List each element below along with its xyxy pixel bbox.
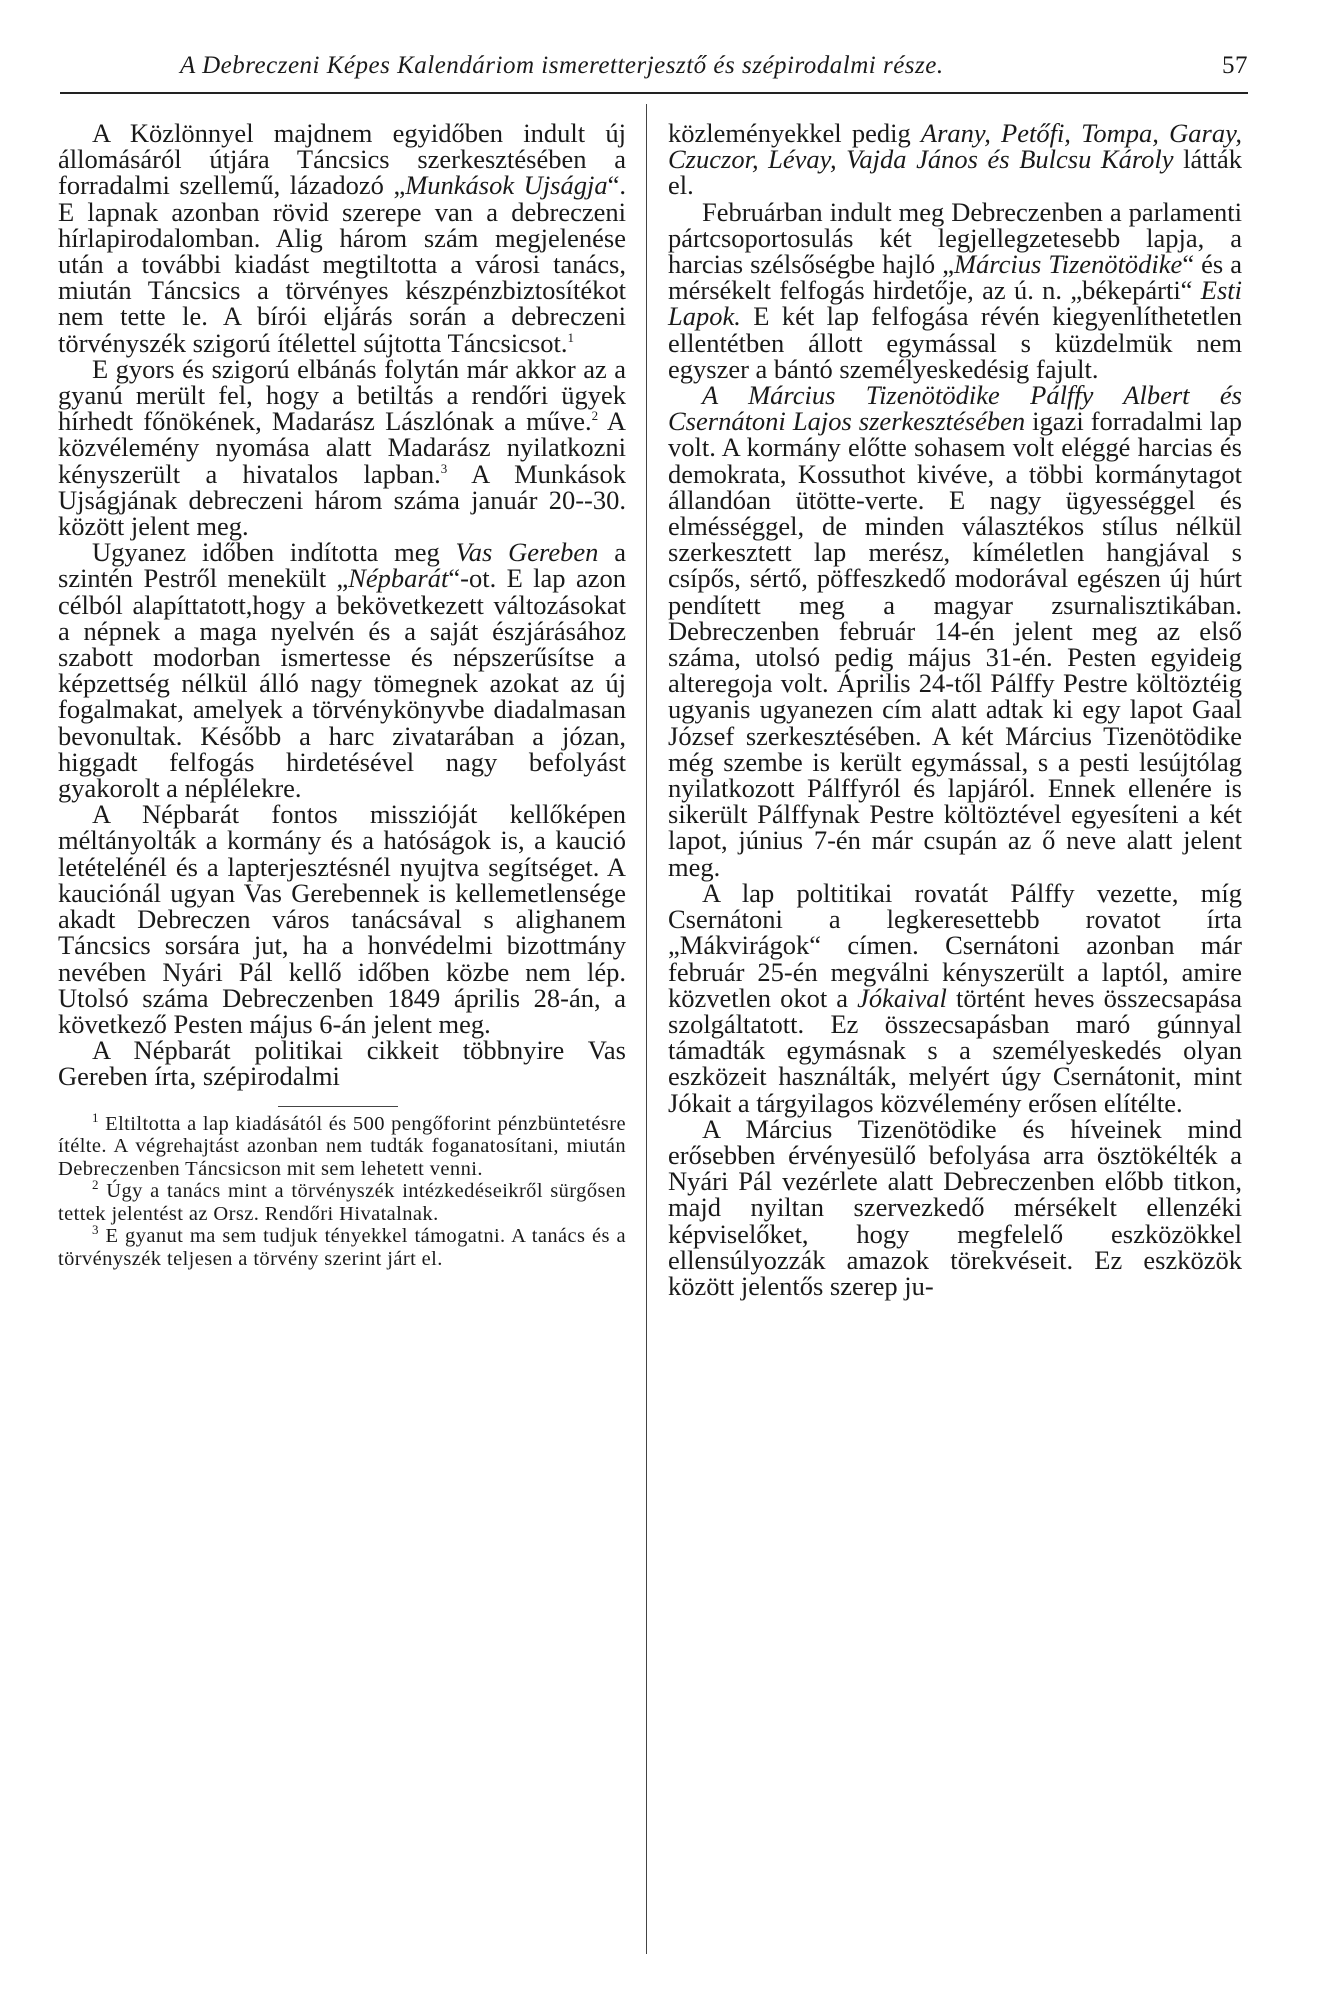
footnote-marker: 3 bbox=[440, 460, 448, 476]
footnote bbox=[58, 1109, 626, 1181]
paragraph bbox=[668, 382, 1242, 880]
left-column bbox=[58, 120, 626, 1270]
text-run: látták el. bbox=[668, 144, 1242, 201]
footnote-text: Eltiltotta a lap kiadásától és 500 pengőforint pénzbüntetésre ítélte. A végrehajtást azonban nem tudták foganatosítani, miután Debreczenben Táncsicson mit sem lehetett venni. bbox=[58, 1112, 626, 1180]
footnote-text: E gyanut ma sem tudjuk tényekkel támogatni. A tanács és a törvényszék teljesen a törvény szerint járt el. bbox=[58, 1225, 626, 1270]
text-run: A Közlönnyel majdnem egyidőben indult új állomásáról útjára Táncsics szerkesztésében a forradalmi szellemű, lázadozó „ bbox=[58, 118, 626, 201]
footnote-number: 1 bbox=[92, 1109, 99, 1125]
text-run: A Március Tizenötödike és híveinek mind erősebben érvényesülő befolyása arra ösztökélték a Nyári Pál vezérlete alatt Debreczenben előbb titkon, majd nyiltan szervezkedő mérsékelt ellenzéki képviselőket, hogy megfelelő eszközökkel ellensúlyozzák amazok törekvéseit. Ez eszközök között jelentős szerep ju- bbox=[668, 1113, 1242, 1301]
paragraph bbox=[58, 537, 627, 804]
text-run: igazi forradalmi lap volt. A kormány előtte sohasem volt eléggé harcias és demokrata, Kossuthot kivéve, a többi kormánytagot állandóan ütötte-verte. E nagy ügyességgel és elmésséggel, de minden választékos stílus nélkül szerkesztett lap merész, kíméletlen hangjával s csípős, sértő, pöffeszkedő modorával egészen új húrt pendített meg a magyar zsurnalisztikában. Debreczenben február 14-én jelent meg az első száma, utolsó pedig május 31-én. Pesten egyideig alteregoja volt. Április 24-től Pálffy Pestre költöztéig ugyanis ugyanezen cím alatt adtak ki egy lapot Gaal József szerkesztésében. A két Március Tizenötödike még szembe is került egymással, s a pesti lesújtólag nyilatkozott Pálffyról és lapjáról. Ennek ellenére is sikerült Pálffynak Pestre költöztével egyesíteni a két lapot, június 7-én már csupán az ő neve alatt jelent meg. bbox=[668, 406, 1242, 882]
text-run: A lap poltitikai rovatát Pálffy vezette, míg Csernátoni a legkeresettebb rovatot írta „Mákvirágok“ címen. Csernátoni azonban már február 25-én megválni kényszerült a laptól, amire közvetlen okot a bbox=[668, 877, 1242, 1013]
paragraph bbox=[668, 196, 1242, 384]
footnote-marker: 2 bbox=[591, 408, 599, 424]
text-run: A közvélemény nyomása alatt Madarász nyilatkozni kényszerült a hivatalos lapban. bbox=[58, 406, 626, 489]
text-run: “ és a mérsékelt felfogás hirdetője, az ú. n. „békepárti“ bbox=[668, 249, 1242, 306]
right-column bbox=[668, 120, 1242, 1299]
paragraph bbox=[58, 1035, 626, 1092]
italic-text: A Március Tizenötödike Pálffy Albert és Csernátoni Lajos szerkesztésében bbox=[668, 380, 1242, 437]
footnote bbox=[58, 1222, 626, 1270]
text-run: “-ot. E lap azon célból alapíttatott,hogy a bekövetkezett változásokat a népnek a maga nyelvén és a saját észjárásához szabott modorban ismertesse és népszerűsítse a képzettség nélkül álló nagy tömegnek azokat az új fogalmakat, amelyek a törvénykönyvbe diadalmasan bevonultak. Később a harc zivatarában a józan, higgadt felfogás hirdetésével nagy befolyást gyakorolt a néplélekre. bbox=[58, 563, 626, 804]
italic-text: Esti Lapok. bbox=[668, 275, 1242, 332]
footnote-number: 2 bbox=[92, 1177, 99, 1193]
italic-text: Népbarát bbox=[348, 563, 449, 594]
text-run: történt heves összecsapása szolgáltatott. Ez összecsapásban maró gúnnyal támadták egymásnak s a személyeskedés olyan eszközeit használták, melyért úgy Csernátonit, mint Jókait a tárgyilagos közvélemény erősen elítélte. bbox=[668, 982, 1242, 1118]
text-run: Ugyanez időben indította meg bbox=[92, 537, 456, 568]
paragraph bbox=[668, 877, 1242, 1118]
footnote bbox=[58, 1177, 626, 1225]
text-run: A Népbarát politikai cikkeit többnyire Vas Gereben írta, szépirodalmi bbox=[58, 1035, 626, 1092]
text-run: A Népbarát fontos misszióját kellőképen méltányolták a kormány és a hatóságok is, a kaució letételénél és a lapterjesztésnél nyujtva segítséget. A kauciónál ugyan Vas Gerebennek is kellemetlensége akadt Debreczen város tanácsával s alighanem Táncsics sorsára jut, ha a honvédelmi bizottmány nevében Nyári Pál kellő időben közbe nem lép. Utolsó száma Debreczenben 1849 április 28-án, a következő Pesten május 6-án jelent meg. bbox=[58, 799, 626, 1039]
text-run: Februárban indult meg Debreczenben a parlamenti pártcsoportosulás két legjellegzetesebb lapja, a harcias szélsőségbe hajló „ bbox=[668, 196, 1242, 280]
text-run: E gyors és szigorú elbánás folytán már akkor az a gyanú merült fel, hogy a betiltás a rendőri ügyek hírhedt főnökének, Madarász Lászlónak a műve. bbox=[58, 353, 626, 437]
italic-text: Arany, Petőfi, Tompa, Garay, Czuczor, Lévay, Vajda János és Bulcsu Károly bbox=[668, 118, 1242, 175]
page-number: 57 bbox=[1222, 52, 1248, 79]
paragraph bbox=[58, 801, 626, 1037]
text-run: közleményekkel pedig bbox=[668, 118, 921, 148]
footnote-rule bbox=[278, 1106, 398, 1107]
text-run: E két lap felfogása révén kiegyenlíthetetlen ellentétben állott egymással s küzdelmük nem egyszer a bántó személyeskedésig fajult. bbox=[668, 301, 1242, 384]
italic-text: Március Tizenötödike bbox=[953, 249, 1183, 280]
italic-text: Jókaival bbox=[857, 982, 947, 1013]
italic-text: Munkások Ujságja bbox=[405, 170, 608, 201]
footnotes bbox=[58, 1109, 626, 1271]
running-header bbox=[60, 52, 1248, 92]
text-run: “. E lapnak azonban rövid szerepe van a debreczeni hírlapirodalomban. Alig három szám megjelenése után a további kiadást megtiltotta a városi tanács, miután Táncsics a törvényes készpénzbiztosítékot nem tette le. A bírói eljárás során a debreczeni törvényszék szigorú ítélettel sújtotta Táncsicsot. bbox=[58, 170, 626, 358]
paragraph bbox=[668, 120, 1242, 199]
paragraph bbox=[668, 1113, 1242, 1301]
left-column-body bbox=[58, 120, 626, 1090]
header-title: A Debreczeni Képes Kalendáriom ismeretterjesztő és szépirodalmi része. bbox=[180, 52, 944, 79]
column-divider bbox=[646, 104, 647, 1954]
italic-text: Vas Gereben bbox=[455, 537, 599, 568]
footnote-text: Úgy a tanács mint a törvényszék intézkedéseikről sürgősen tettek jelentést az Orsz. Rendőri Hivatalnak. bbox=[58, 1180, 626, 1225]
text-run: A Munkások Ujságjának debreczeni három száma január 20--30. között jelent meg. bbox=[58, 458, 626, 542]
footnote-marker: 1 bbox=[567, 329, 575, 345]
header-rule bbox=[60, 92, 1248, 94]
paragraph bbox=[58, 353, 626, 542]
text-run: a szintén Pestről menekült „ bbox=[58, 537, 627, 594]
footnote-number: 3 bbox=[92, 1222, 99, 1238]
paragraph bbox=[58, 120, 626, 356]
